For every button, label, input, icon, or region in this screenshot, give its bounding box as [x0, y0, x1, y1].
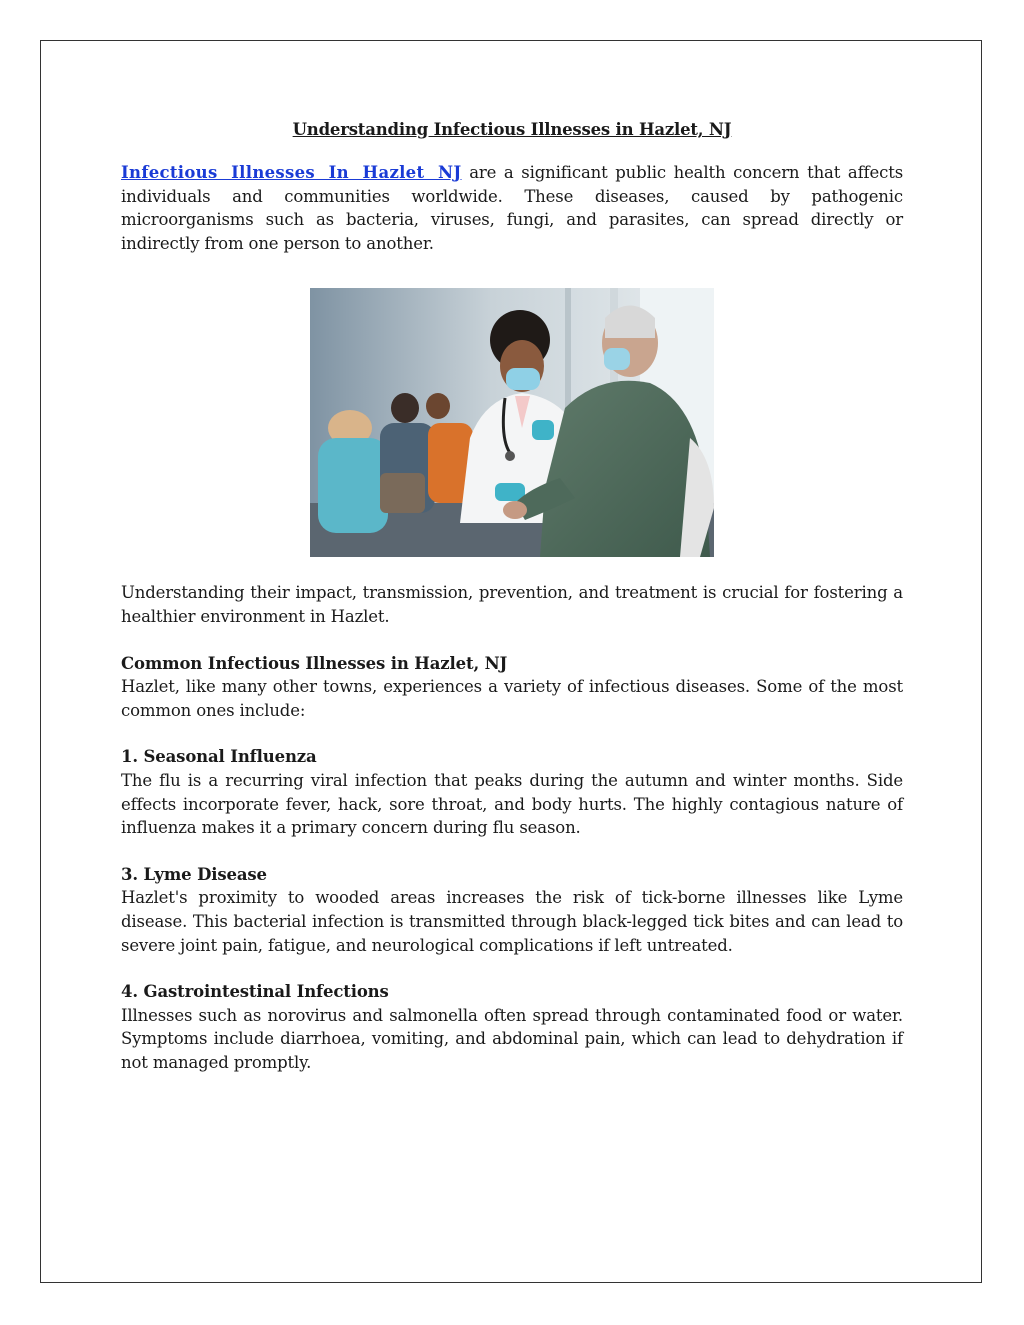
section-body-influenza: The flu is a recurring viral infection that peaks during the autumn and winter months. Side effects incorporate fever, hack, sore throat, and body hurts. The highly contagious nature of influenza makes it a primary concern during flu season.: [121, 770, 903, 838]
section-body-gastro: Illnesses such as norovirus and salmonella often spread through contaminated food or water. Symptoms include diarrhoea, vomiting, and abdominal pain, which can lead to dehydration if not managed promptly.: [121, 1005, 903, 1072]
document-title: Understanding Infectious Illnesses in Hazlet, NJ: [292, 120, 732, 139]
doctor-patient-photo: [310, 288, 714, 557]
section-heading-lyme: 3. Lyme Disease: [121, 864, 267, 884]
section-body-common: Hazlet, like many other towns, experiences a variety of infectious diseases. Some of the most common ones include:: [121, 677, 903, 720]
infectious-illnesses-link[interactable]: Infectious Illnesses In Hazlet NJ: [121, 163, 462, 182]
document-body: [121, 120, 903, 1074]
section-heading-influenza: 1. Seasonal Influenza: [121, 747, 317, 767]
section-body-lyme: Hazlet's proximity to wooded areas increases the risk of tick-borne illnesses like Lyme disease. This bacterial infection is transmitted through black-legged tick bites and can lead to severe joint pain, fatigue, and neurological complications if left untreated.: [121, 888, 903, 955]
impact-paragraph: Understanding their impact, transmission, prevention, and treatment is crucial for fostering a healthier environment in Hazlet.: [121, 583, 903, 626]
section-heading-common: Common Infectious Illnesses in Hazlet, NJ: [121, 653, 508, 673]
intro-paragraph: [121, 161, 903, 255]
section-heading-gastro: 4. Gastrointestinal Infections: [121, 982, 389, 1002]
intro-text: are a significant public health concern that affects individuals and communities worldwide. These diseases, caused by pathogenic microorganisms such as bacteria, viruses, fungi, and parasites, can spread directly or indirectly from one person to another.: [121, 163, 904, 253]
